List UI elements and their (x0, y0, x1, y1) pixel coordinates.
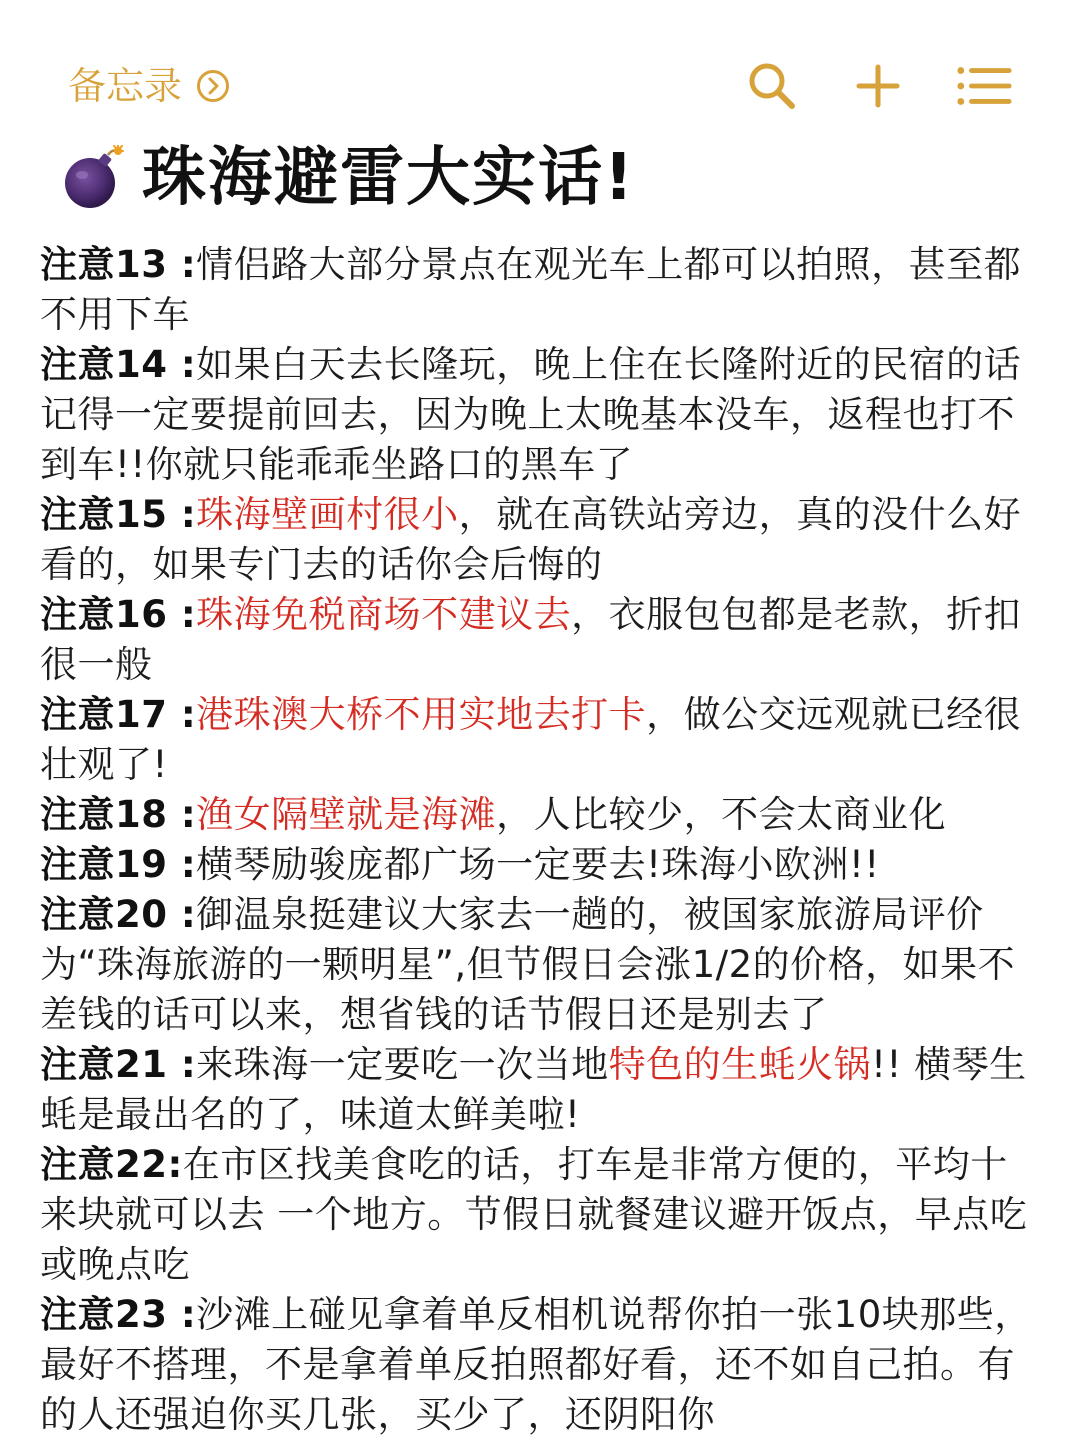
note-item-label: 注意22: (40, 1143, 183, 1186)
note-item-highlight: 珠海免税商场不建议去 (196, 593, 572, 636)
note-item-highlight: 特色的生蚝火锅 (608, 1043, 872, 1086)
search-icon (746, 60, 798, 112)
note-item-label: 注意14 : (40, 343, 197, 386)
note-item (40, 890, 1040, 1040)
note-item (40, 590, 1040, 690)
note-item (40, 790, 1040, 840)
list-icon (956, 64, 1012, 108)
note-item-label: 注意19 : (40, 843, 197, 886)
bomb-icon (60, 145, 126, 211)
note-item-text: 御温泉挺建议大家去一趟的，被国家旅游局评价为“珠海旅游的一颗明星”,但节假日会涨1/2的价格，如果不差钱的话可以来，想省钱的话节假日还是别去了 (40, 893, 1016, 1036)
note-item (40, 1140, 1040, 1290)
note-body[interactable] (40, 240, 1040, 1440)
note-item-text: 横琴励骏庞都广场一定要去!珠海小欧洲!! (196, 843, 880, 886)
chevron-right-circle-icon (196, 69, 230, 103)
note-item-label: 注意20 : (40, 893, 197, 936)
note-item (40, 240, 1040, 340)
note-item (40, 340, 1040, 490)
note-item (40, 690, 1040, 790)
back-to-notes-button[interactable] (68, 60, 230, 112)
note-title-row (60, 136, 635, 220)
note-item (40, 1290, 1040, 1440)
note-item-label: 注意18 : (40, 793, 197, 836)
note-item-text-after: ，做公交远观就已经很壮观了! (40, 693, 1022, 786)
note-item (40, 490, 1040, 590)
note-item-label: 注意16 : (40, 593, 197, 636)
note-item-label: 注意17 : (40, 693, 197, 736)
note-item (40, 1040, 1040, 1140)
top-bar (0, 0, 1080, 130)
note-item-highlight: 珠海壁画村很小 (196, 493, 459, 536)
toolbar-actions (744, 58, 1012, 114)
note-item-label: 注意23 : (40, 1293, 197, 1336)
note-item (40, 840, 1040, 890)
note-item-label: 注意13 : (40, 243, 197, 286)
back-label: 备忘录 (68, 64, 183, 108)
note-item-highlight: 渔女隔壁就是海滩 (196, 793, 497, 836)
note-item-text-after: ，人比较少，不会太商业化 (496, 793, 947, 836)
note-item-text-after: ，衣服包包都是老款，折扣很一般 (40, 593, 1022, 686)
note-item-text: 情侣路大部分景点在观光车上都可以拍照，甚至都不用下车 (40, 243, 1022, 336)
note-item-label: 注意21 : (40, 1043, 197, 1086)
note-item-text: 来珠海一定要吃一次当地 (196, 1043, 609, 1086)
note-item-label: 注意15 : (40, 493, 197, 536)
note-item-text: 沙滩上碰见拿着单反相机说帮你拍一张10块那些，最好不搭理，不是拿着单反拍照都好看，还不如自己拍。有的人还强迫你买几张，买少了，还阴阳你 (40, 1293, 1032, 1436)
note-item-text: 如果白天去长隆玩，晚上住在长隆附近的民宿的话记得一定要提前回去，因为晚上太晚基本没车，返程也打不到车!!你就只能乖乖坐路口的黑车了 (40, 343, 1022, 486)
note-title: 珠海避雷大实话! (142, 141, 636, 215)
search-button[interactable] (744, 58, 800, 114)
add-note-button[interactable] (850, 58, 906, 114)
note-item-text-after: !! 横琴生蚝是最出名的了，味道太鲜美啦! (40, 1043, 1027, 1136)
note-item-highlight: 港珠澳大桥不用实地去打卡 (196, 693, 647, 736)
plus-icon (855, 63, 901, 109)
list-view-button[interactable] (956, 58, 1012, 114)
note-item-text-after: ，就在高铁站旁边，真的没什么好看的，如果专门去的话你会后悔的 (40, 493, 1022, 586)
note-item-text: 在市区找美食吃的话，打车是非常方便的，平均十来块就可以去 一个地方。节假日就餐建议避开饭点，早点吃或晚点吃 (40, 1143, 1028, 1286)
